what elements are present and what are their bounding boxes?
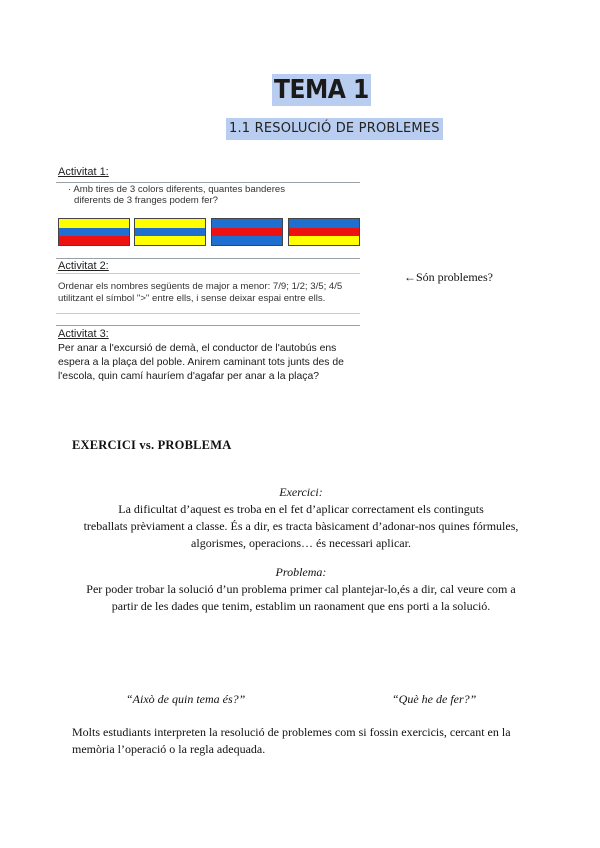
closing-line2: memòria l’operació o la regla adequada. <box>72 742 266 756</box>
problema-line2: partir de les dades que tenim, establim un raonament que ens porti a la solució. <box>111 599 491 613</box>
flag-stripe <box>212 219 282 228</box>
flag-stripe <box>135 228 205 237</box>
divider <box>56 182 360 183</box>
flag-stripe <box>212 236 282 245</box>
flag-4 <box>288 218 360 246</box>
flag-1 <box>58 218 130 246</box>
closing-paragraph <box>72 724 532 758</box>
page-title: TEMA 1 <box>274 75 369 105</box>
page-subtitle: 1.1 RESOLUCIÓ DE PROBLEMES <box>226 118 443 140</box>
activity-1-label: Activitat 1: <box>58 166 109 178</box>
divider <box>56 258 360 259</box>
activities-image <box>56 162 362 392</box>
activity-3-text-line1: Per anar a l'excursió de demà, el conductor de l'autobús ens <box>58 343 337 354</box>
section-heading: EXERCICI vs. PROBLEMA <box>72 438 232 452</box>
flag-stripe <box>59 228 129 237</box>
activity-1-text-line1: · Amb tires de 3 colors diferents, quantes banderes <box>68 184 286 195</box>
flag-stripe <box>289 228 359 237</box>
flag-stripe <box>135 236 205 245</box>
activity-3-text-line2: espera a la plaça del poble. Anirem caminant tots junts des de <box>58 357 344 368</box>
problema-label: Problema: <box>275 565 327 579</box>
exercici-label: Exercici: <box>279 485 323 499</box>
activity-2-text-line2: utilitzant el símbol ">" entre ells, i sense deixar espai entre ells. <box>58 293 326 304</box>
flag-stripe <box>289 236 359 245</box>
flag-stripe <box>59 219 129 228</box>
activity-2-text-line1: Ordenar els nombres següents de major a menor: 7/9; 1/2; 3/5; 4/5 <box>58 281 343 292</box>
exercici-line1: La dificultat d’aquest es troba en el fet d’aplicar correctament els continguts <box>118 502 484 516</box>
exercici-block <box>70 484 532 552</box>
side-note: ←Són problemes? <box>404 270 493 284</box>
activity-2-label: Activitat 2: <box>58 260 109 272</box>
closing-line1: Molts estudiants interpreten la resolució de problemes com si fossin exercicis, cercant en la <box>72 725 511 739</box>
flag-3 <box>211 218 283 246</box>
divider <box>56 273 360 274</box>
flag-2 <box>134 218 206 246</box>
quote-left: “Això de quin tema és?” <box>126 692 246 706</box>
flag-stripe <box>135 219 205 228</box>
flag-stripe <box>59 236 129 245</box>
problema-line1: Per poder trobar la solució d’un problema primer cal plantejar-lo,és a dir, cal veure com a <box>86 582 516 596</box>
exercici-line2: treballats prèviament a classe. És a dir, es tracta bàsicament d’adonar-nos quines fórmules, <box>83 519 519 533</box>
activity-3-text-line3: l'escola, quin camí hauríem d'agafar per anar a la plaça? <box>58 371 319 382</box>
divider <box>56 325 360 326</box>
quote-right: “Què he de fer?” <box>392 692 477 706</box>
activity-1-text-line2: diferents de 3 franges podem fer? <box>74 195 218 206</box>
flag-stripe <box>289 219 359 228</box>
activity-3-label: Activitat 3: <box>58 328 109 340</box>
divider <box>56 313 360 314</box>
flag-stripe <box>212 228 282 237</box>
exercici-line3: algorismes, operacions… és necessari aplicar. <box>191 536 411 550</box>
problema-block <box>70 564 532 615</box>
